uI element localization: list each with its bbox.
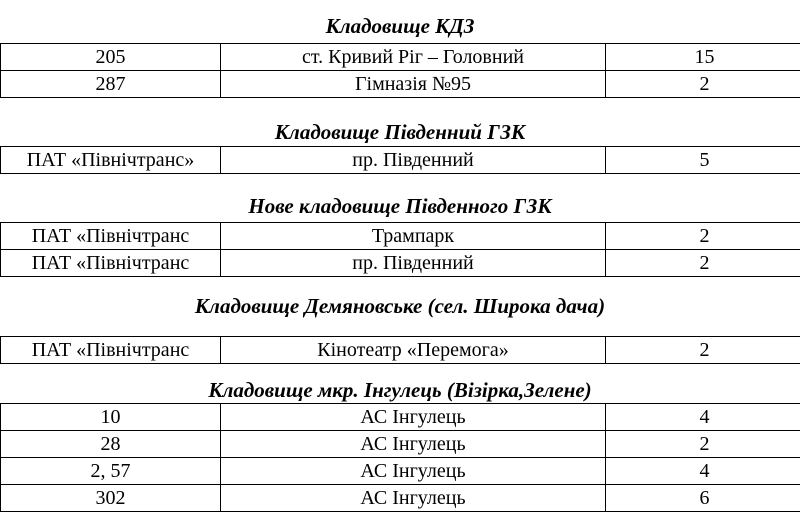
stop-cell: ст. Кривий Ріг – Головний (221, 44, 606, 71)
stop-cell: пр. Південний (221, 147, 606, 174)
route-cell: 2, 57 (1, 458, 221, 485)
table-kdz (0, 43, 800, 98)
table-row (1, 404, 800, 431)
count-cell: 2 (606, 223, 800, 250)
table-inhulets (0, 403, 800, 512)
count-cell: 4 (606, 458, 800, 485)
table-row (1, 223, 800, 250)
route-cell: 28 (1, 431, 221, 458)
count-cell: 2 (606, 431, 800, 458)
table-row (1, 147, 800, 174)
section-title-nove-kladovyshche: Нове кладовище Південного ГЗК (248, 194, 552, 218)
table-pivdennyi-gzk (0, 146, 800, 174)
stop-cell: Трампарк (221, 223, 606, 250)
count-cell: 2 (606, 71, 800, 98)
section-title-pivdennyi-gzk: Кладовище Південний ГЗК (274, 120, 526, 144)
stop-cell: Кінотеатр «Перемога» (221, 337, 606, 364)
route-cell: ПАТ «Північтранс» (1, 147, 221, 174)
table-demianivske (0, 336, 800, 364)
table-row (1, 44, 800, 71)
stop-cell: АС Інгулець (221, 485, 606, 512)
stop-cell: АС Інгулець (221, 458, 606, 485)
route-cell: ПАТ «Північтранс (1, 250, 221, 277)
route-cell: ПАТ «Північтранс (1, 223, 221, 250)
route-cell: 10 (1, 404, 221, 431)
section-title-kdz: Кладовище КДЗ (325, 14, 475, 38)
stop-cell: пр. Південний (221, 250, 606, 277)
section-title-demianivske: Кладовище Демяновське (сел. Широка дача) (194, 294, 606, 318)
count-cell: 2 (606, 250, 800, 277)
table-row (1, 71, 800, 98)
route-cell: 205 (1, 44, 221, 71)
route-cell: 287 (1, 71, 221, 98)
table-row (1, 337, 800, 364)
table-nove-kladovyshche (0, 222, 800, 277)
route-cell: ПАТ «Північтранс (1, 337, 221, 364)
stop-cell: Гімназія №95 (221, 71, 606, 98)
stop-cell: АС Інгулець (221, 404, 606, 431)
stop-cell: АС Інгулець (221, 431, 606, 458)
count-cell: 15 (606, 44, 800, 71)
count-cell: 6 (606, 485, 800, 512)
count-cell: 2 (606, 337, 800, 364)
route-cell: 302 (1, 485, 221, 512)
table-row (1, 458, 800, 485)
count-cell: 4 (606, 404, 800, 431)
table-row (1, 431, 800, 458)
table-row (1, 250, 800, 277)
section-title-inhulets: Кладовище мкр. Інгулець (Візірка,Зелене) (208, 378, 592, 402)
table-row (1, 485, 800, 512)
count-cell: 5 (606, 147, 800, 174)
